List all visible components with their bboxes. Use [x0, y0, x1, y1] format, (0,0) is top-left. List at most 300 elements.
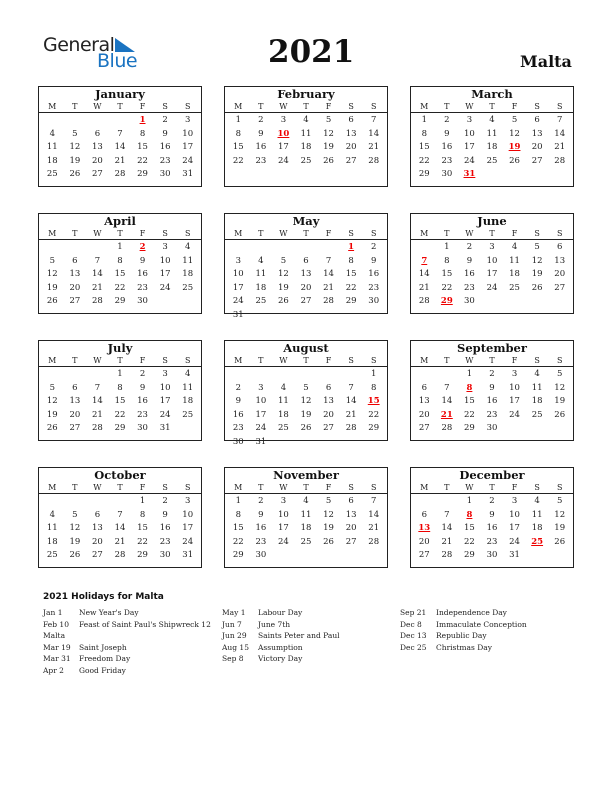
days-grid [411, 367, 573, 436]
month-june [410, 213, 574, 314]
day: 3 [258, 382, 264, 393]
holiday-day: 19 [508, 142, 521, 152]
holiday-date: Mar 19 [43, 642, 71, 652]
day: 13 [345, 128, 357, 139]
day: 29 [232, 550, 244, 560]
day: 5 [511, 115, 518, 125]
weekday-label: F [511, 102, 518, 111]
month-name: April [104, 214, 136, 228]
holiday-column [222, 607, 340, 665]
holidays-title: 2021 Holidays for Malta [43, 592, 164, 602]
weekday-label: T [303, 102, 309, 111]
day: 19 [300, 409, 312, 420]
logo [43, 34, 143, 74]
page-title-year: 2021 [268, 34, 355, 70]
day: 31 [182, 169, 194, 179]
day: 3 [280, 115, 287, 125]
empty-cell [86, 241, 109, 255]
day: 21 [323, 282, 334, 293]
holiday-date: May 1 [222, 608, 246, 617]
empty-cell [41, 241, 64, 255]
day: 8 [235, 128, 241, 139]
weekday-label: F [511, 229, 518, 238]
day: 26 [69, 169, 81, 179]
day: 24 [182, 536, 194, 547]
day: 23 [232, 423, 244, 433]
day: 9 [444, 128, 450, 139]
weekday-label: F [139, 483, 146, 492]
day: 13 [69, 269, 81, 279]
day: 28 [323, 296, 334, 306]
day: 20 [300, 282, 312, 293]
holiday-day: 8 [466, 509, 473, 520]
day: 14 [114, 142, 126, 152]
day: 8 [370, 382, 377, 393]
day: 26 [509, 155, 520, 166]
month-name: January [95, 87, 145, 101]
days-grid [411, 113, 573, 182]
day: 22 [114, 409, 126, 420]
day: 1 [117, 369, 123, 379]
day: 6 [94, 128, 101, 139]
day: 17 [464, 142, 475, 152]
weekday-label: M [234, 483, 243, 492]
day: 16 [486, 523, 498, 533]
empty-cell [272, 368, 295, 382]
day: 16 [464, 269, 475, 279]
weekday-header [411, 101, 573, 113]
weekday-label: S [370, 229, 377, 238]
day: 13 [418, 396, 430, 406]
month-january [38, 86, 202, 187]
day: 23 [368, 282, 380, 293]
day: 24 [255, 423, 267, 433]
empty-cell [295, 241, 318, 255]
weekday-label: S [162, 102, 168, 111]
day: 25 [300, 536, 312, 547]
weekday-label: T [72, 229, 78, 238]
day: 5 [556, 369, 563, 379]
day: 15 [464, 396, 475, 406]
day: 6 [421, 382, 427, 393]
day: 20 [531, 142, 543, 152]
day: 16 [159, 142, 171, 152]
day: 12 [300, 396, 312, 406]
day: 24 [509, 536, 520, 547]
day: 1 [466, 496, 473, 506]
weekday-label: S [556, 483, 563, 492]
day: 30 [464, 296, 475, 306]
day: 15 [232, 523, 244, 533]
day: 17 [278, 523, 289, 533]
empty-cell [227, 241, 250, 255]
holiday-date: Dec 25 [400, 642, 427, 652]
empty-cell [41, 114, 64, 128]
day: 30 [232, 436, 244, 447]
month-december [410, 467, 574, 568]
day: 10 [509, 509, 520, 520]
holiday-date: Jan 1 [43, 608, 63, 617]
weekday-label: S [370, 483, 377, 492]
weekday-label: F [511, 356, 518, 365]
day: 5 [325, 496, 332, 506]
holiday-name: Republic Day [436, 631, 487, 640]
day: 4 [534, 496, 540, 506]
holiday-row [400, 630, 527, 642]
weekday-label: F [139, 229, 146, 238]
weekday-label: M [48, 229, 57, 238]
weekday-label: T [258, 483, 264, 492]
day: 19 [278, 282, 289, 293]
day: 14 [368, 509, 380, 520]
day: 24 [182, 155, 194, 166]
day: 8 [139, 509, 146, 520]
day: 21 [554, 142, 566, 152]
day: 25 [278, 423, 289, 433]
days-grid [411, 240, 573, 309]
day: 27 [323, 423, 334, 433]
day: 7 [556, 115, 563, 125]
day: 15 [345, 269, 357, 279]
weekday-label: S [370, 356, 377, 365]
day: 4 [303, 496, 309, 506]
weekday-label: F [139, 102, 146, 111]
weekday-label: F [325, 229, 332, 238]
holiday-date: Mar 31 [43, 654, 71, 663]
weekday-header [225, 482, 387, 494]
month-name: December [459, 468, 525, 482]
day: 23 [137, 409, 148, 420]
weekday-label: T [444, 483, 450, 492]
day: 22 [418, 155, 430, 166]
day: 8 [139, 128, 146, 139]
day: 12 [554, 509, 566, 520]
month-february [224, 86, 388, 187]
day: 18 [46, 536, 58, 547]
day: 25 [255, 296, 267, 306]
day: 25 [182, 282, 194, 293]
day: 17 [278, 142, 289, 152]
day: 12 [323, 509, 334, 520]
day: 29 [114, 423, 126, 433]
holiday-row [43, 630, 211, 642]
day: 24 [232, 296, 244, 306]
day: 10 [255, 396, 267, 406]
day: 9 [139, 382, 146, 393]
holiday-date: Sep 8 [222, 654, 244, 663]
month-name: February [277, 87, 335, 101]
weekday-label: W [93, 102, 102, 111]
day: 11 [531, 382, 543, 393]
day: 24 [464, 155, 475, 166]
day: 9 [162, 128, 168, 139]
day: 18 [182, 396, 194, 406]
holiday-date: Malta [43, 631, 66, 640]
weekday-label: S [370, 102, 377, 111]
empty-cell [86, 368, 109, 382]
weekday-label: W [465, 356, 474, 365]
weekday-label: S [534, 356, 540, 365]
weekday-header [39, 482, 201, 494]
day: 5 [49, 382, 55, 393]
weekday-label: S [184, 356, 191, 365]
day: 19 [554, 396, 566, 406]
day: 25 [486, 155, 498, 166]
empty-cell [41, 495, 64, 509]
day: 11 [182, 255, 194, 266]
day: 11 [255, 269, 267, 279]
day: 4 [511, 242, 518, 252]
day: 24 [509, 409, 520, 420]
weekday-label: W [93, 483, 102, 492]
day: 30 [486, 423, 498, 433]
weekday-label: M [420, 483, 429, 492]
weekday-label: T [489, 483, 495, 492]
day: 22 [232, 536, 244, 547]
weekday-label: T [258, 102, 264, 111]
day: 15 [114, 396, 126, 406]
day: 16 [368, 269, 380, 279]
day: 28 [441, 550, 453, 560]
day: 9 [235, 396, 241, 406]
day: 12 [69, 523, 81, 533]
day: 17 [159, 269, 171, 279]
weekday-label: M [234, 356, 243, 365]
day: 6 [421, 509, 427, 520]
holiday-name: New Year's Day [79, 608, 139, 617]
weekday-label: W [93, 229, 102, 238]
day: 20 [418, 409, 430, 420]
day: 1 [235, 496, 241, 506]
empty-cell [436, 368, 459, 382]
weekday-label: S [162, 483, 168, 492]
day: 16 [137, 269, 148, 279]
day: 13 [300, 269, 312, 279]
day: 7 [325, 255, 332, 266]
day: 12 [531, 255, 543, 266]
month-name: October [94, 468, 146, 482]
day: 22 [368, 409, 380, 420]
day: 22 [137, 155, 148, 166]
weekday-label: W [279, 229, 288, 238]
holiday-name: Victory Day [258, 654, 303, 663]
holiday-day: 21 [440, 409, 453, 420]
weekday-label: T [489, 102, 495, 111]
weekday-label: T [444, 356, 450, 365]
day: 26 [278, 296, 289, 306]
weekday-label: T [72, 483, 78, 492]
day: 23 [255, 536, 267, 547]
holiday-row [43, 642, 211, 654]
empty-cell [295, 368, 318, 382]
empty-cell [86, 495, 109, 509]
day: 24 [159, 409, 171, 420]
day: 5 [303, 382, 309, 393]
weekday-label: W [279, 356, 288, 365]
day: 7 [117, 509, 123, 520]
days-grid [39, 113, 201, 182]
empty-cell [250, 241, 273, 255]
day: 27 [92, 169, 103, 179]
day: 22 [441, 282, 453, 293]
month-name: May [292, 214, 320, 228]
day: 9 [139, 255, 146, 266]
day: 3 [184, 115, 191, 125]
day: 2 [162, 115, 168, 125]
day: 23 [486, 536, 498, 547]
weekday-header [411, 355, 573, 367]
day: 28 [92, 423, 103, 433]
empty-cell [436, 495, 459, 509]
days-grid [39, 367, 201, 436]
day: 15 [232, 142, 244, 152]
day: 13 [531, 128, 543, 139]
day: 11 [278, 396, 289, 406]
weekday-label: T [489, 356, 495, 365]
empty-cell [109, 114, 132, 128]
day: 12 [323, 128, 334, 139]
day: 17 [255, 409, 267, 420]
day: 6 [534, 115, 540, 125]
empty-cell [64, 368, 87, 382]
day: 18 [255, 282, 267, 293]
day: 18 [300, 523, 312, 533]
day: 27 [418, 423, 430, 433]
day: 2 [370, 242, 377, 252]
day: 20 [554, 269, 566, 279]
weekday-label: S [184, 483, 191, 492]
day: 4 [49, 509, 55, 520]
day: 11 [182, 382, 194, 393]
day: 3 [162, 242, 168, 252]
days-grid [39, 240, 201, 309]
day: 15 [114, 269, 126, 279]
weekday-label: S [184, 229, 191, 238]
day: 6 [348, 115, 354, 125]
days-grid [225, 367, 387, 449]
day: 4 [303, 115, 309, 125]
weekday-label: S [162, 229, 168, 238]
day: 5 [49, 255, 55, 266]
day: 2 [489, 369, 495, 379]
day: 8 [235, 509, 241, 520]
weekday-label: T [117, 483, 123, 492]
day: 22 [114, 282, 126, 293]
holiday-date: Jun 7 [222, 619, 242, 629]
day: 24 [159, 282, 171, 293]
day: 27 [69, 423, 81, 433]
day: 28 [441, 423, 453, 433]
weekday-label: T [258, 229, 264, 238]
empty-cell [109, 495, 132, 509]
day: 13 [92, 523, 103, 533]
day: 10 [159, 382, 171, 393]
weekday-header [39, 355, 201, 367]
day: 18 [509, 269, 520, 279]
day: 24 [278, 155, 289, 166]
empty-cell [86, 114, 109, 128]
holiday-day: 25 [531, 536, 544, 547]
day: 14 [92, 396, 103, 406]
weekday-label: M [420, 102, 429, 111]
weekday-label: M [234, 229, 243, 238]
day: 11 [300, 509, 312, 520]
holiday-row [400, 607, 527, 619]
day: 13 [323, 396, 334, 406]
day: 23 [441, 155, 453, 166]
day: 13 [69, 396, 81, 406]
day: 2 [466, 242, 473, 252]
holiday-day: 29 [440, 296, 453, 306]
day: 17 [159, 396, 171, 406]
day: 8 [421, 128, 427, 139]
empty-cell [272, 241, 295, 255]
day: 14 [368, 128, 380, 139]
day: 17 [182, 523, 194, 533]
day: 9 [489, 382, 495, 393]
day: 30 [255, 550, 267, 560]
day: 3 [511, 369, 518, 379]
day: 13 [345, 509, 357, 520]
holiday-column [400, 607, 527, 653]
day: 26 [323, 536, 334, 547]
day: 16 [159, 523, 171, 533]
empty-cell [64, 495, 87, 509]
day: 31 [509, 550, 520, 560]
day: 26 [300, 423, 312, 433]
weekday-label: S [556, 356, 563, 365]
month-name: June [477, 214, 507, 228]
month-may [224, 213, 388, 320]
month-july [38, 340, 202, 441]
days-grid [411, 494, 573, 563]
day: 10 [278, 509, 289, 520]
day: 19 [69, 155, 81, 166]
day: 9 [258, 509, 264, 520]
weekday-label: T [117, 102, 123, 111]
holiday-day: 13 [418, 523, 431, 533]
empty-cell [227, 368, 250, 382]
holiday-row [222, 607, 340, 619]
day: 17 [486, 269, 498, 279]
day: 18 [486, 142, 498, 152]
day: 3 [162, 369, 168, 379]
day: 1 [370, 369, 377, 379]
day: 11 [46, 142, 58, 152]
weekday-label: T [72, 102, 78, 111]
weekday-label: T [258, 356, 264, 365]
day: 3 [466, 115, 473, 125]
holiday-name: Saint Joseph [79, 642, 127, 652]
day: 19 [69, 536, 81, 547]
holiday-name: Labour Day [258, 608, 303, 617]
month-september [410, 340, 574, 441]
day: 17 [232, 282, 244, 293]
day: 1 [117, 242, 123, 252]
day: 25 [182, 409, 194, 420]
day: 22 [345, 282, 357, 293]
day: 25 [300, 155, 312, 166]
day: 20 [323, 409, 334, 420]
day: 18 [531, 523, 543, 533]
day: 2 [235, 382, 241, 393]
day: 7 [117, 128, 123, 139]
day: 17 [509, 396, 520, 406]
day: 7 [94, 382, 101, 393]
day: 12 [278, 269, 289, 279]
day: 20 [69, 282, 81, 293]
holiday-date: Dec 8 [400, 619, 422, 629]
